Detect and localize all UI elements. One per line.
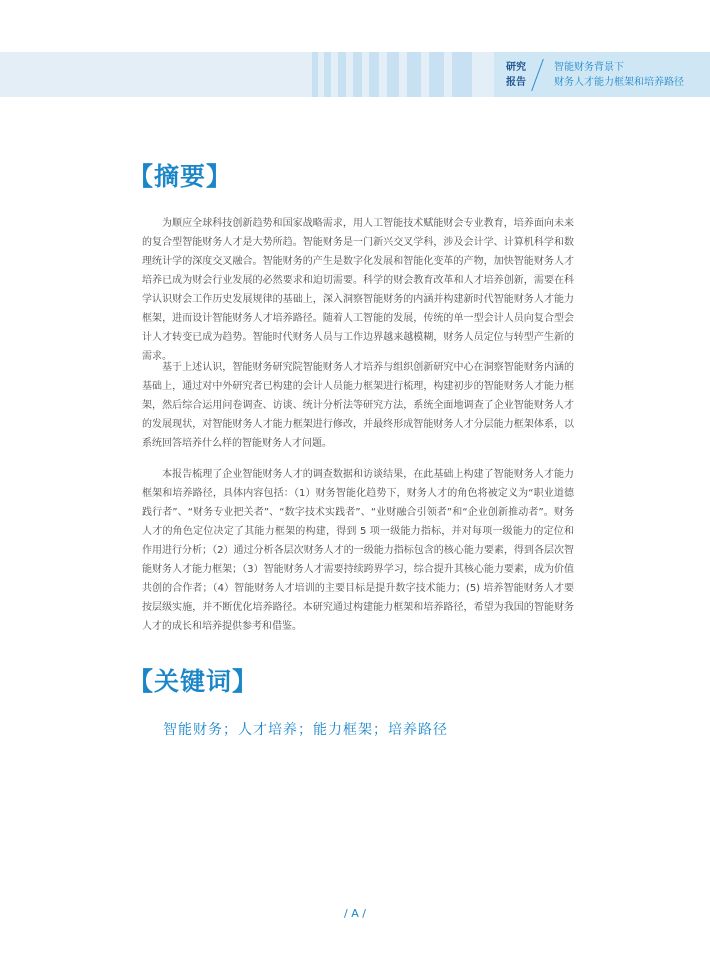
header-stripe: [353, 52, 362, 97]
keywords-title: 【关键词】: [128, 667, 259, 696]
abstract-title: 【摘要】: [128, 162, 233, 191]
abstract-paragraph-3: 本报告梳理了企业智能财务人才的调查数据和访谈结果，在此基础上构建了智能财务人才能力框架和培养路径，具体内容包括：（1）财务智能化趋势下，财务人才的角色将被定义为“职业道德践行者”、“财务专业把关者”、“数字技术实践者”、“业财融合引领者”和“企业创新推动者”。财务人才的角色定位决定了其能力框架的构建，得到 5 项一级能力指标，并对每项一级能力的定位和作用进行分析；（2）通过分析各层次财务人才的一级能力指标包含的核心能力要素，得到各层次智能财务人才能力框架；（3）智能财务人才需要持续跨界学习，综合提升其核心能力要素，成为价值共创的合作者；（4）智能财务人才培训的主要目标是提升数字技术能力；(5) 培养智能财务人才要按层级实施，并不断优化培养路径。本研究通过构建能力框架和培养路径，希望为我国的智能财务人才的成长和培养提供参考和借鉴。: [142, 469, 574, 632]
header-stripe: [338, 52, 346, 97]
header-stripe: [387, 52, 399, 97]
header-stripe: [324, 52, 331, 97]
page-number: / A /: [344, 907, 366, 920]
abstract-paragraph-1: 为顺应全球科技创新趋势和国家战略需求，用人工智能技术赋能财会专业教育，培养面向未来的复合型智能财务人才是大势所趋。智能财务是一门新兴交叉学科，涉及会计学、计算机科学和数理统计学的深度交叉融合。智能财务的产生是数字化发展和智能化变革的产物，加快智能财务人才培养已成为财会行业发展的必然要求和迫切需要。科学的财会教育改革和人才培养创新，需要在科学认识财会工作历史发展规律的基础上，深入洞察智能财务的内涵并构建新时代智能财务人才能力框架，进而设计智能财务人才培养路径。随着人工智能的发展，传统的单一型会计人员向复合型会计人才转变已成为趋势。智能时代财务人员与工作边界越来越模糊，财务人员定位与转型产生新的需求。: [142, 218, 574, 362]
header-stripe: [452, 52, 472, 97]
header-stripe: [429, 52, 444, 97]
header-panel: [494, 52, 710, 97]
header-stripe: [312, 52, 318, 97]
header-label-line2: 报告: [506, 77, 526, 88]
header-title-line1: 智能财务背景下: [554, 62, 624, 73]
header-title-line2: 财务人才能力框架和培养路径: [554, 77, 684, 88]
keywords-text: 智能财务；人才培养；能力框架；培养路径: [163, 722, 448, 738]
header-label-line1: 研究: [506, 62, 526, 73]
header-stripe: [407, 52, 421, 97]
abstract-paragraph-2: 基于上述认识，智能财务研究院智能财务人才培养与组织创新研究中心在洞察智能财务内涵的基础上，通过对中外研究者已构建的会计人员能力框架进行梳理，构建初步的智能财务人才能力框架，然后综合运用问卷调查、访谈、统计分析法等研究方法，系统全面地调查了企业智能财务人才的发展现状，对智能财务人才能力框架进行修改，并最终形成智能财务人才分层能力框架体系，以系统回答培养什么样的智能财务人才问题。: [142, 362, 574, 449]
header-stripe: [369, 52, 379, 97]
